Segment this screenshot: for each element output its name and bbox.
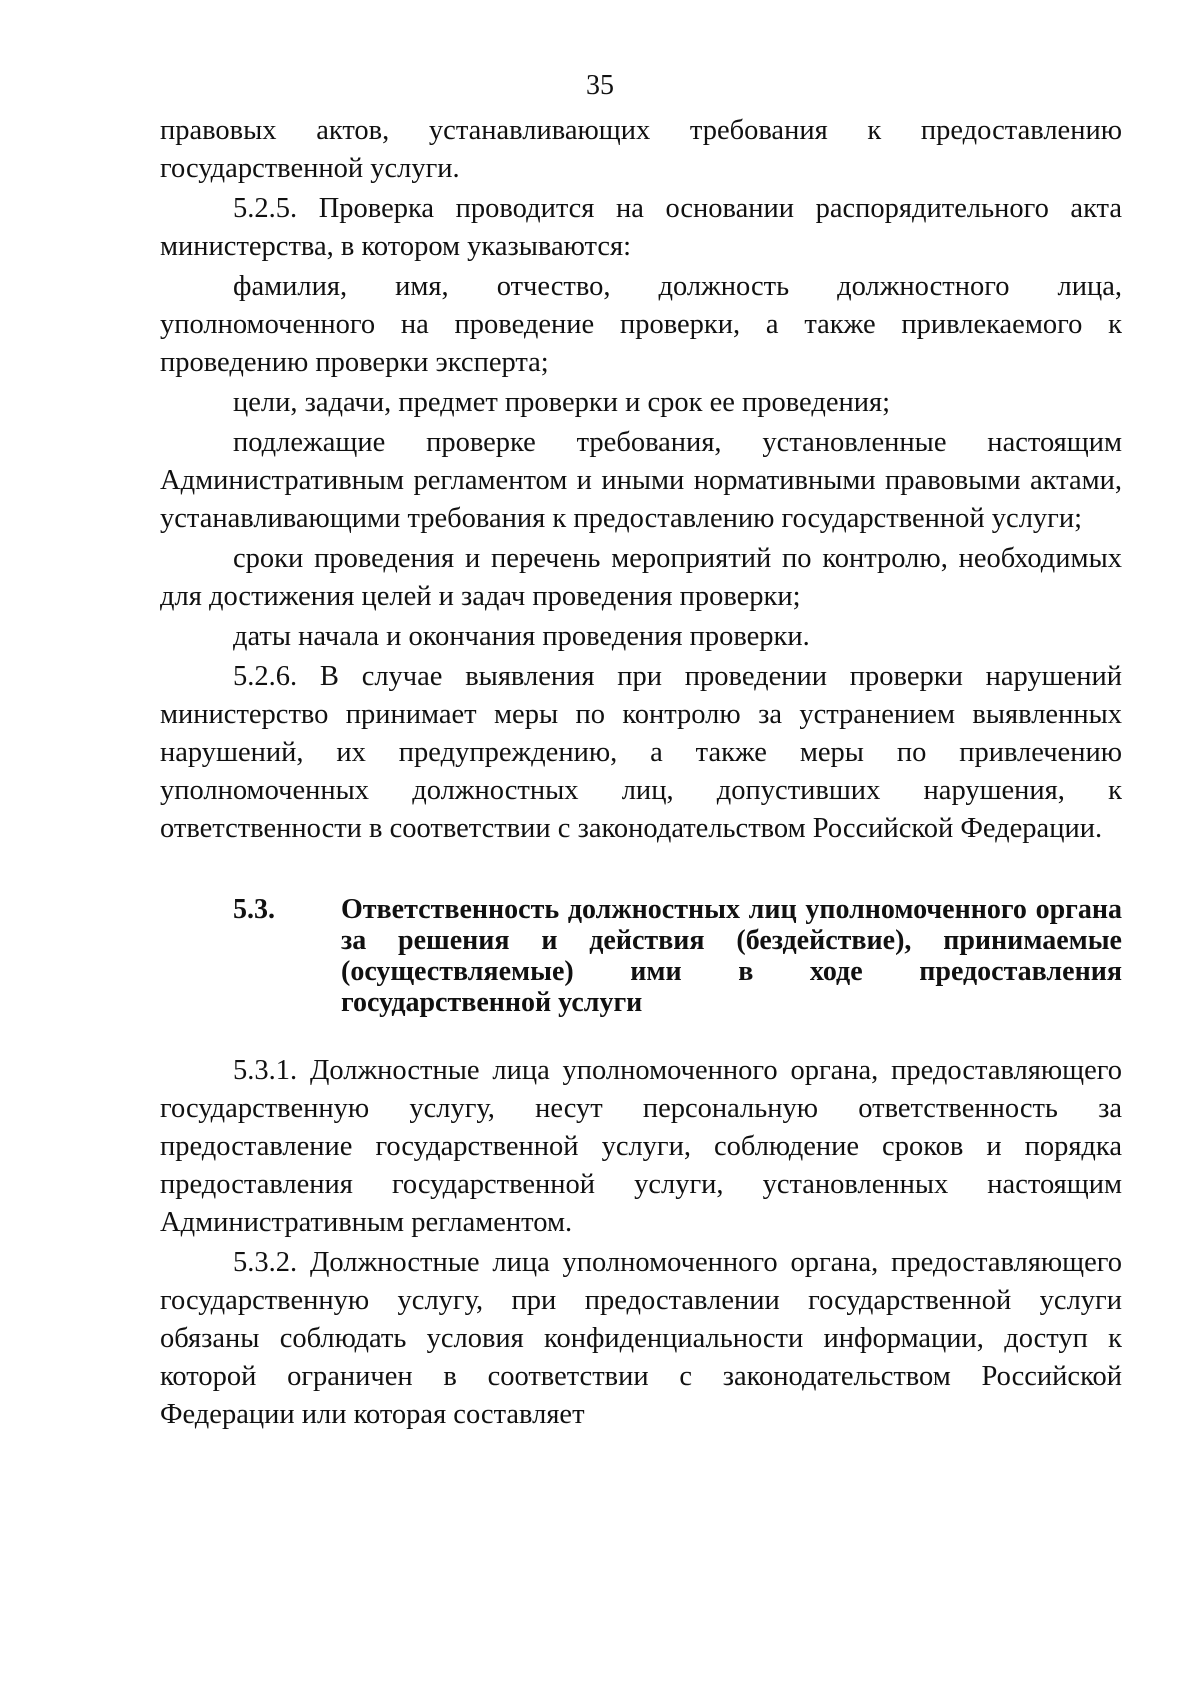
section-number: 5.3. — [233, 894, 275, 925]
section-title: Ответственность должностных лиц уполномоченного органа за решения и действия (бездействие), принимаемые (осуществляемые) ими в ходе предоставления государственной услуги — [341, 894, 1122, 1018]
paragraphs-before — [160, 112, 1122, 848]
paragraphs-after — [160, 1052, 1122, 1434]
paragraph: подлежащие проверке требования, установленные настоящим Административным регламентом и иными нормативными правовыми актами, устанавливающими требования к предоставлению государственной услуги; — [160, 427, 1122, 534]
page-content — [160, 112, 1122, 1436]
paragraph: цели, задачи, предмет проверки и срок ее проведения; — [233, 387, 891, 418]
page-number: 35 — [586, 70, 614, 101]
paragraph: сроки проведения и перечень мероприятий по контролю, необходимых для достижения целей и задач проведения проверки; — [160, 543, 1122, 612]
paragraph: 5.3.1. Должностные лица уполномоченного органа, предоставляющего государственную услугу, несут персональную ответственность за предоставление государственной услуги, соблюдение сроков и порядка предоставления государственной услуги, установленных настоящим Административным регламентом. — [160, 1055, 1122, 1238]
paragraph: даты начала и окончания проведения проверки. — [233, 621, 810, 652]
paragraph: правовых актов, устанавливающих требования к предоставлению государственной услуги. — [160, 115, 1122, 184]
paragraph: 5.2.5. Проверка проводится на основании распорядительного акта министерства, в котором указываются: — [160, 193, 1122, 262]
section-heading — [160, 894, 1122, 1018]
paragraph: 5.2.6. В случае выявления при проведении проверки нарушений министерство принимает меры по контролю за устранением выявленных нарушений, их предупреждению, а также меры по привлечению уполномоченных должностных лиц, допустивших нарушения, к ответственности в соответствии с законодательством Российской Федерации. — [160, 661, 1122, 844]
paragraph: 5.3.2. Должностные лица уполномоченного органа, предоставляющего государственную услугу, при предоставлении государственной услуги обязаны соблюдать условия конфиденциальности информации, доступ к которой ограничен в соответствии с законодательством Российской Федерации или которая составляет — [160, 1247, 1122, 1430]
paragraph: фамилия, имя, отчество, должность должностного лица, уполномоченного на проведение проверки, а также привлекаемого к проведению проверки эксперта; — [160, 271, 1122, 378]
